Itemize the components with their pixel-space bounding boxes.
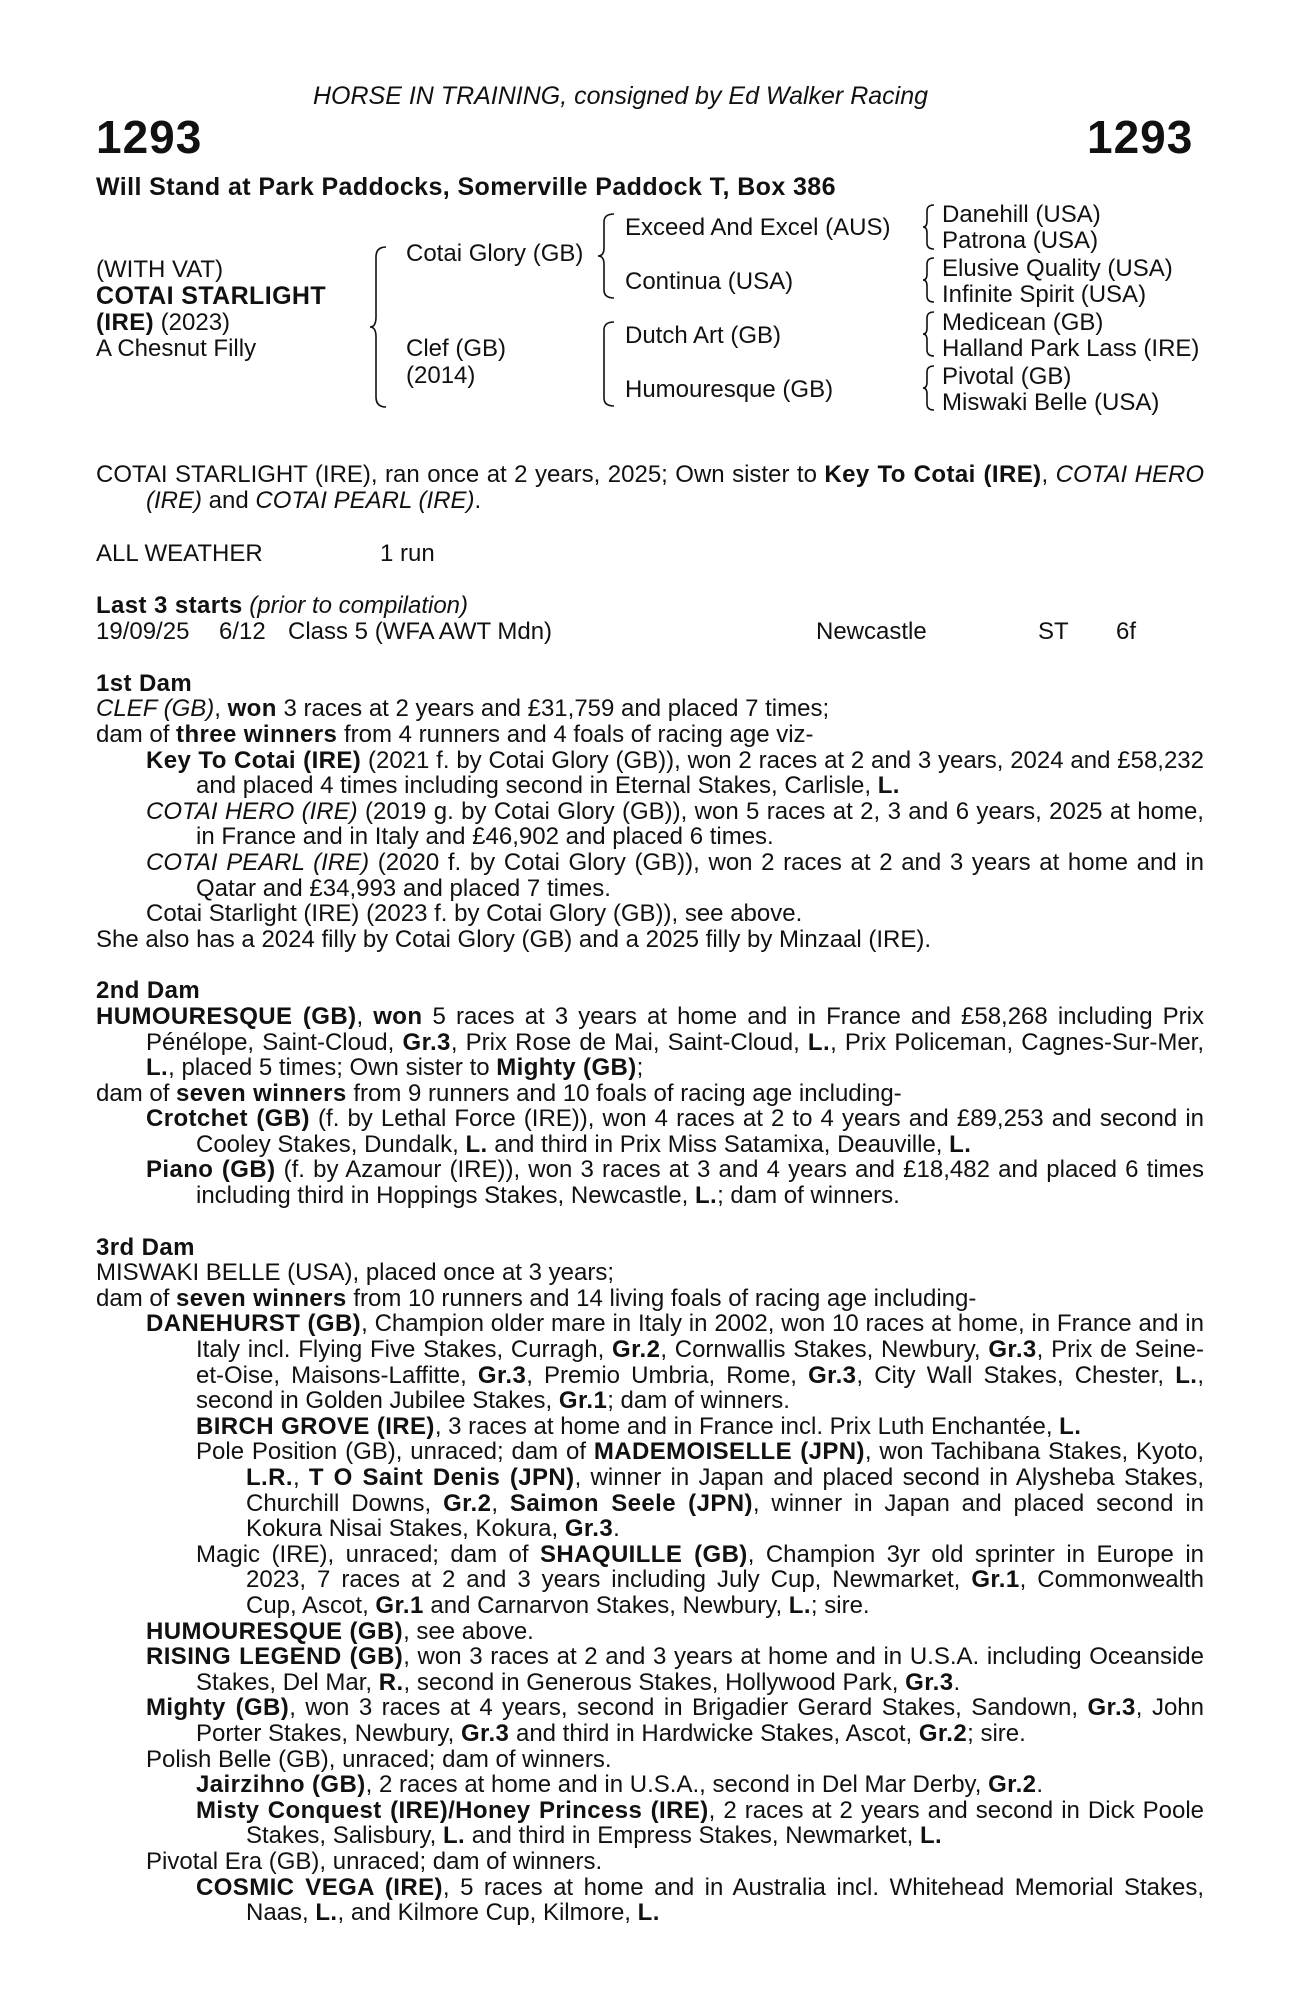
- first-dam-note: She also has a 2024 filly by Cotai Glory (GB) and a 2025 filly by Minzaal (IRE).: [96, 925, 932, 953]
- progeny-entry: Misty Conquest (IRE)/Honey Princess (IRE), 2 races at 2 years and second in Dick Poole Stakes, Salisbury, L. and third in Empress Stakes, Newmarket, L.: [196, 1796, 1204, 1850]
- progeny-entry: Pole Position (GB), unraced; dam of MADEMOISELLE (JPN), won Tachibana Stakes, Kyoto, L.R., T O Saint Denis (JPN), winner in Japan and placed second in Alysheba Stakes, Churchill Downs, Gr.2, Saimon Seele (JPN), winner in Japan and placed second in Kokura Nisai Stakes, Kokura, Gr.3.: [196, 1438, 1204, 1543]
- progeny-entry: DANEHURST (GB), Champion older mare in Italy in 2002, won 10 races at home, in France and in Italy incl. Flying Five Stakes, Curragh, Gr.2, Cornwallis Stakes, Newbury, Gr.3, Prix de Seine-et-Oise, Maisons-Laffitte, Gr.3, Premio Umbria, Rome, Gr.3, City Wall Stakes, Chester, L., second in Golden Jubilee Stakes, Gr.1; dam of winners.: [146, 1310, 1205, 1415]
- gen3-name: Elusive Quality (USA): [942, 255, 1173, 282]
- horse-origin-year: [96, 310, 230, 336]
- progeny-entry: Mighty (GB), won 3 races at 4 years, second in Brigadier Gerard Stakes, Sandown, Gr.3, John Porter Stakes, Newbury, Gr.3 and third in Hardwicke Stakes, Ascot, Gr.2; sire.: [146, 1694, 1204, 1747]
- second-dam-heading: 2nd Dam: [96, 977, 201, 1005]
- dam-dam: Humouresque (GB): [625, 376, 834, 403]
- last-start-row: [96, 619, 1204, 645]
- intro-paragraph: COTAI STARLIGHT (IRE), ran once at 2 years, 2025; Own sister to Key To Cotai (IRE), COTAI HERO (IRE) and COTAI PEARL (IRE).: [96, 461, 1205, 514]
- gen3-brace-4: [924, 364, 938, 414]
- horse-description: A Chesnut Filly: [96, 335, 257, 362]
- horse-name: COTAI STARLIGHT: [96, 282, 327, 310]
- gen3-name: Medicean (GB): [942, 309, 1104, 336]
- lot-number-left: 1293: [96, 111, 203, 163]
- progeny-entry: BIRCH GROVE (IRE), 3 races at home and in France incl. Prix Luth Enchantée, L.: [196, 1412, 1082, 1440]
- progeny-entry: Key To Cotai (IRE) (2021 f. by Cotai Glory (GB)), won 2 races at 2 and 3 years, 2024 and £58,232 and placed 4 times including second in Eternal Stakes, Carlisle, L.: [146, 746, 1205, 800]
- start-date: 19/09/25: [96, 617, 190, 645]
- gen3-brace-2: [924, 256, 938, 306]
- sire-name: Cotai Glory (GB): [406, 240, 584, 267]
- third-dam-produce: dam of seven winners from 10 runners and 14 living foals of racing age including-: [96, 1284, 977, 1312]
- progeny-entry: Magic (IRE), unraced; dam of SHAQUILLE (GB), Champion 3yr old sprinter in Europe in 2023, 7 races at 2 and 3 years including July Cup, Newmarket, Gr.1, Commonwealth Cup, Ascot, Gr.1 and Carnarvon Stakes, Newbury, L.; sire.: [196, 1540, 1205, 1619]
- vat-label: (WITH VAT): [96, 256, 224, 283]
- sire-dam: Continua (USA): [625, 268, 794, 295]
- all-weather-label: ALL WEATHER: [96, 540, 263, 568]
- progeny-entry: Pivotal Era (GB), unraced; dam of winners.: [146, 1847, 603, 1875]
- first-dam-record: CLEF (GB), won 3 races at 2 years and £31,759 and placed 7 times;: [96, 695, 830, 723]
- start-race: Class 5 (WFA AWT Mdn): [288, 617, 553, 645]
- progeny-entry: COTAI HERO (IRE) (2019 g. by Cotai Glory (GB)), won 5 races at 2, 3 and 6 years, 2025 at home, in France and in Italy and £46,902 and placed 6 times.: [146, 797, 1204, 851]
- progeny-entry: COSMIC VEGA (IRE), 5 races at home and in Australia incl. Whitehead Memorial Stakes, Naas, L., and Kilmore Cup, Kilmore, L.: [196, 1873, 1204, 1927]
- last-starts-heading: Last 3 starts (prior to compilation): [96, 592, 469, 620]
- sire-brace: [600, 212, 620, 302]
- dam-sire: Dutch Art (GB): [625, 322, 782, 349]
- start-distance: 6f: [1116, 617, 1137, 645]
- third-dam-heading: 3rd Dam: [96, 1233, 195, 1261]
- main-brace: [372, 245, 392, 410]
- lot-number-right: 1293: [1087, 111, 1194, 163]
- dam-brace: [600, 320, 620, 410]
- gen3-name: Miswaki Belle (USA): [942, 389, 1160, 416]
- dam-name: Clef (GB): [406, 335, 507, 362]
- gen3-name: Halland Park Lass (IRE): [942, 335, 1200, 362]
- first-dam-produce: dam of three winners from 4 runners and 4 foals of racing age viz-: [96, 720, 814, 748]
- second-dam-produce: dam of seven winners from 9 runners and 10 foals of racing age including-: [96, 1079, 902, 1107]
- start-surface: ST: [1038, 617, 1069, 645]
- all-weather-row: [96, 541, 1204, 567]
- sire-sire: Exceed And Excel (AUS): [625, 214, 891, 241]
- progeny-entry: HUMOURESQUE (GB), see above.: [146, 1617, 534, 1645]
- progeny-entry: RISING LEGEND (GB), won 3 races at 2 and 3 years at home and in U.S.A. including Oceanside Stakes, Del Mar, R., second in Generous Stakes, Hollywood Park, Gr.3.: [146, 1643, 1204, 1696]
- horse-suffix: (IRE): [96, 309, 154, 336]
- gen3-name: Danehill (USA): [942, 201, 1101, 228]
- progeny-entry: COTAI PEARL (IRE) (2020 f. by Cotai Glory (GB)), won 2 races at 2 and 3 years at home and in Qatar and £34,993 and placed 7 times.: [146, 848, 1204, 902]
- dam-year: (2014): [406, 362, 476, 389]
- gen3-name: Infinite Spirit (USA): [942, 281, 1147, 308]
- progeny-entry: Crotchet (GB) (f. by Lethal Force (IRE)), won 4 races at 2 to 4 years and £89,253 and second in Cooley Stakes, Dundalk, L. and third in Prix Miss Satamixa, Deauville, L.: [146, 1105, 1204, 1158]
- third-dam-record: MISWAKI BELLE (USA), placed once at 3 years;: [96, 1259, 614, 1287]
- progeny-entry: Jairzihno (GB), 2 races at home and in U.S.A., second in Del Mar Derby, Gr.2.: [196, 1771, 1044, 1799]
- start-course: Newcastle: [816, 617, 927, 645]
- progeny-entry: Piano (GB) (f. by Azamour (IRE)), won 3 races at 3 and 4 years and £18,482 and placed 6 times including third in Hoppings Stakes, Newcastle, L.; dam of winners.: [146, 1156, 1204, 1210]
- horse-year: (2023): [160, 309, 231, 336]
- gen3-brace-1: [924, 203, 938, 253]
- all-weather-value: 1 run: [380, 540, 435, 568]
- second-dam-record: HUMOURESQUE (GB), won 5 races at 3 years at home and in France and £58,268 including Prix Pénélope, Saint-Cloud, Gr.3, Prix Rose de Mai, Saint-Cloud, L., Prix Policeman, Cagnes-Sur-Mer, L., placed 5 times; Own sister to Mighty (GB);: [96, 1002, 1205, 1082]
- gen3-name: Patrona (USA): [942, 227, 1099, 254]
- progeny-entry: Cotai Starlight (IRE) (2023 f. by Cotai Glory (GB)), see above.: [146, 900, 803, 928]
- stand-location: Will Stand at Park Paddocks, Somerville Paddock T, Box 386: [96, 173, 836, 201]
- consignment-line: HORSE IN TRAINING, consigned by Ed Walker Racing: [313, 82, 929, 110]
- progeny-entry: Polish Belle (GB), unraced; dam of winners.: [146, 1745, 612, 1773]
- catalogue-body: [96, 462, 1204, 1926]
- first-dam-heading: 1st Dam: [96, 669, 193, 697]
- gen3-name: Pivotal (GB): [942, 363, 1072, 390]
- start-position: 6/12: [219, 617, 266, 645]
- gen3-brace-3: [924, 310, 938, 360]
